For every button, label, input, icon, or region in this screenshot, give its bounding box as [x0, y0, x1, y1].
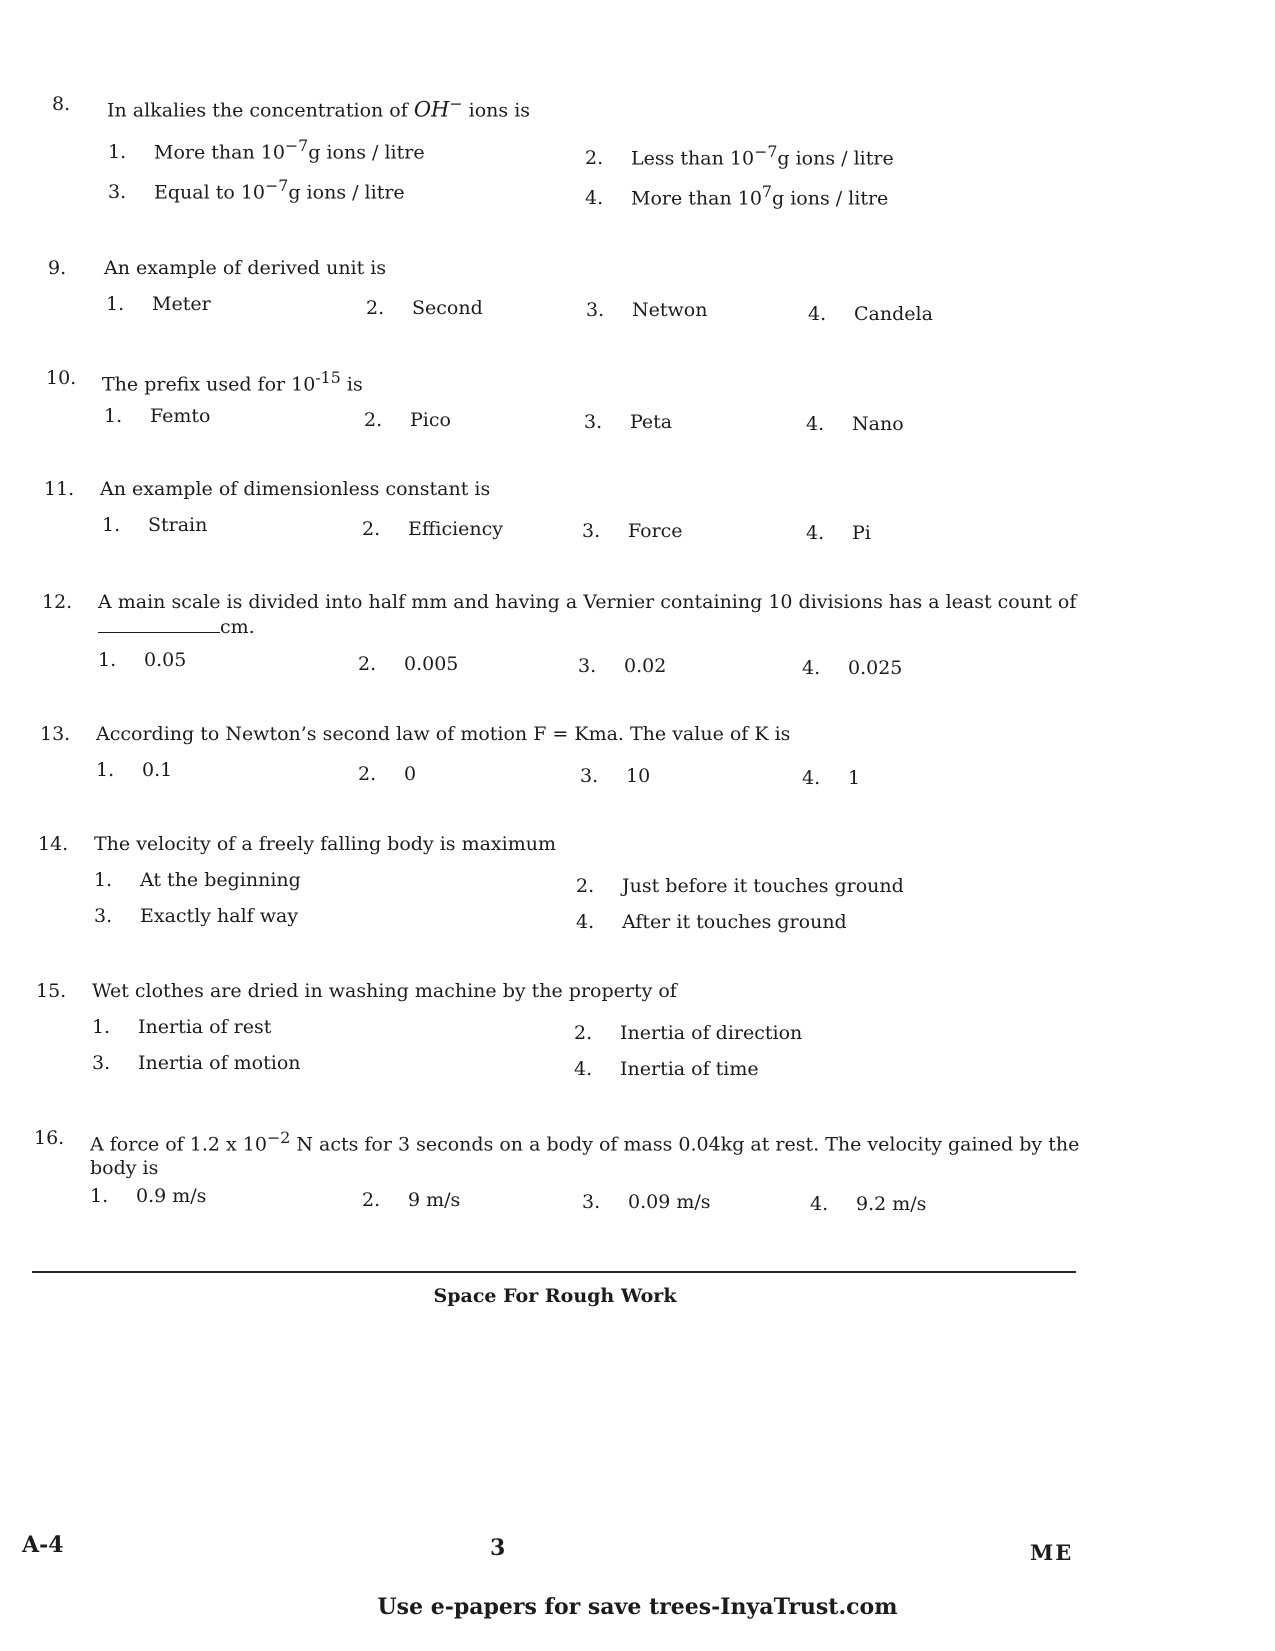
question-number: 14.: [38, 833, 69, 855]
question-number: 13.: [40, 723, 71, 745]
option-4: 4. 1: [802, 767, 861, 789]
option-4: 4. 0.025: [802, 657, 903, 679]
question-10: [46, 366, 1146, 436]
option-3: 3. Exactly half way: [94, 905, 299, 927]
question-stem: An example of derived unit is: [104, 257, 387, 279]
rough-work-heading: Space For Rough Work: [433, 1285, 677, 1307]
divider-line: [32, 1271, 1076, 1273]
option-4: 4. 9.2 m/s: [810, 1193, 927, 1215]
option-2: 2. Second: [366, 297, 483, 319]
question-stem: Wet clothes are dried in washing machine by the property of: [92, 980, 677, 1002]
question-16: [34, 1126, 1134, 1236]
question-stem: A main scale is divided into half mm and having a Vernier containing 10 divisions has a least count of cm.: [98, 591, 1077, 638]
question-9: [48, 256, 1148, 326]
option-2: 2. 0.005: [358, 653, 459, 675]
option-1: 1. 0.1: [96, 759, 173, 781]
question-stem: An example of dimensionless constant is: [100, 478, 491, 500]
option-1: 1. Strain: [102, 514, 208, 536]
question-number: 9.: [48, 257, 67, 279]
option-4: 4. Pi: [806, 522, 871, 544]
option-2: 2. Pico: [364, 409, 451, 431]
question-stem: The prefix used for $10^{-15}$ is: [102, 368, 363, 396]
question-13: [40, 722, 1140, 792]
option-3: 3. 0.09 m/s: [582, 1191, 711, 1213]
question-number: 15.: [36, 980, 67, 1002]
option-1: 1. Meter: [106, 293, 211, 315]
question-stem: A force of 1.2 x $10^{-2}$ N acts for 3 seconds on a body of mass 0.04kg at rest. The velocity gained by the body is: [90, 1128, 1080, 1180]
option-3: 3. 10: [580, 765, 651, 787]
page-number: 3: [490, 1535, 506, 1561]
question-number: 8.: [52, 93, 71, 115]
question-number: 11.: [44, 478, 75, 500]
option-2: 2. Efficiency: [362, 518, 504, 540]
question-14: [38, 832, 1138, 942]
question-number: 16.: [34, 1127, 65, 1149]
question-15: [36, 979, 1136, 1089]
option-3: 3. Force: [582, 520, 683, 542]
answer-blank: [98, 614, 220, 633]
option-3: 3. Inertia of motion: [92, 1052, 301, 1074]
question-8: [52, 92, 1152, 212]
option-3: 3. Netwon: [586, 299, 708, 321]
option-2: 2. 9 m/s: [362, 1189, 461, 1211]
question-number: 12.: [42, 591, 73, 613]
question-stem: In alkalies the concentration of OH− ions is: [107, 94, 531, 122]
question-11: [44, 477, 1144, 547]
option-4: 4. Inertia of time: [574, 1058, 759, 1080]
option-4: 4. More than $10^7g$ ions / litre: [585, 182, 889, 210]
option-4: 4. After it touches ground: [576, 911, 847, 933]
option-1: 1. More than $10^{-7}g$ ions / litre: [108, 136, 425, 164]
option-3: 3. Peta: [584, 411, 673, 433]
option-2: 2. Just before it touches ground: [576, 875, 904, 897]
question-stem: According to Newton’s second law of motion F = Kma. The value of K is: [96, 723, 791, 745]
option-1: 1. 0.05: [98, 649, 187, 671]
option-1: 1. Inertia of rest: [92, 1016, 272, 1038]
option-1: 1. At the beginning: [94, 869, 301, 891]
question-12: [42, 590, 1142, 690]
option-3: 3. Equal to $10^{-7}g$ ions / litre: [108, 176, 405, 204]
option-2: 2. Inertia of direction: [574, 1022, 803, 1044]
subject-code: ME: [1030, 1540, 1074, 1565]
option-4: 4. Nano: [806, 413, 904, 435]
question-number: 10.: [46, 367, 77, 389]
option-2: 2. 0: [358, 763, 417, 785]
option-1: 1. Femto: [104, 405, 211, 427]
promo-footer: Use e-papers for save trees-InyaTrust.com: [377, 1594, 898, 1620]
booklet-code: A-4: [22, 1532, 64, 1558]
option-4: 4. Candela: [808, 303, 933, 325]
option-2: 2. Less than $10^{-7}g$ ions / litre: [585, 142, 894, 170]
option-3: 3. 0.02: [578, 655, 667, 677]
option-1: 1. 0.9 m/s: [90, 1185, 207, 1207]
question-stem: The velocity of a freely falling body is maximum: [94, 833, 556, 855]
